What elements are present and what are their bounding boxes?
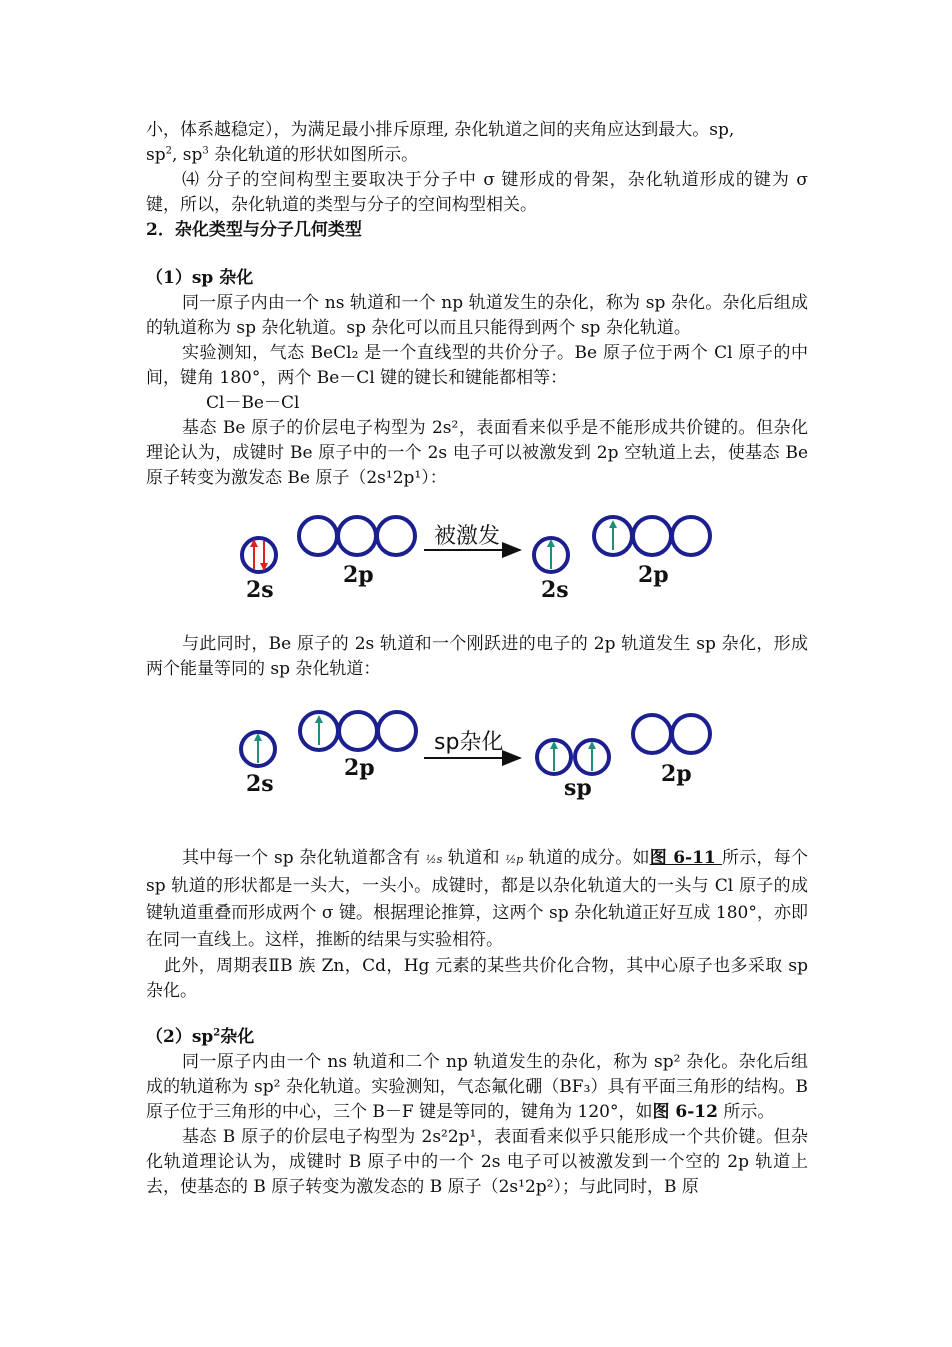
figure-6-11-link[interactable]: 图 6-11: [649, 848, 722, 868]
sp-paragraph-4: 与此同时，Be 原子的 2s 轨道和一个刚跃进的电子的 2p 轨道发生 sp 杂化，形成两个能量等同的 sp 杂化轨道：: [146, 634, 808, 679]
label-2p-right: 2p: [638, 562, 669, 588]
excited-2p-orbitals: [594, 517, 710, 555]
half-p-fraction: ½p: [505, 853, 524, 866]
sp2-title: $(2)sp^2$杂化: [146, 1027, 255, 1047]
sp-paragraph-6: 此外，周期表ⅡB 族 Zn，Cd，Hg 元素的某些共价化合物，其中心原子也多采取 sp 杂化。: [146, 956, 808, 1001]
sp2-paragraph-2: 基态 B 原子的价层电子构型为 2s²2p¹，表面看来似乎只能形成一个共价键。但杂化轨道理论认为，成键时 B 原子中的一个 2s 电子可以被激发到一个空的 2p 轨道上去，使基态的 B 原子转变为激发态的 B 原子（2s¹2p²）；与此同时，B 原: [146, 1127, 808, 1197]
label-2p-left: 2p: [343, 562, 374, 588]
sp2-section: [146, 1025, 808, 1200]
sp-paragraph-5-block: [146, 845, 808, 1004]
before-2s-orbital: [241, 732, 275, 766]
ground-2s-orbital: [242, 538, 276, 572]
sp-paragraph-3: 基态 Be 原子的价层电子构型为 2s²，表面看来似乎是不能形成共价键的。但杂化理论认为，成键时 Be 原子中的一个 2s 电子可以被激发到 2p 空轨道上去，使基态 Be 原子转变为激发态 Be 原子（2s¹2p¹）：: [146, 418, 808, 488]
excitation-diagram: [0, 505, 952, 605]
top-line2: $sp^2$, $sp^3$ 杂化轨道的形状如图所示。: [146, 145, 419, 165]
label-2s-right: 2s: [541, 577, 569, 603]
label-2s-left: 2s: [246, 577, 274, 603]
ground-2p-orbitals: [299, 517, 415, 555]
label-sp-right: sp: [564, 775, 592, 801]
excited-2s-orbital: [534, 538, 568, 572]
half-s-fraction: ½s: [425, 853, 443, 866]
sp-title: （1）sp 杂化: [146, 268, 254, 288]
sp-paragraph-4-block: [146, 632, 808, 682]
becl2-formula: Cl－Be－Cl: [206, 393, 300, 413]
point-4-text: ⑷ 分子的空间构型主要取决于分子中 σ 键形成的骨架，杂化轨道形成的键为 σ 键，所以，杂化轨道的类型与分子的空间构型相关。: [146, 170, 808, 215]
sp-hybridization-diagram: [0, 705, 952, 805]
label-2p-right-2: 2p: [661, 761, 692, 787]
section-2-title: 2．杂化类型与分子几何类型: [146, 220, 362, 240]
sp-hybrid-orbitals: [537, 740, 609, 774]
hybridize-label: sp杂化: [434, 730, 504, 755]
figure-6-12-link[interactable]: 图 6-12: [652, 1102, 718, 1122]
sp-paragraph-1: 同一原子内由一个 ns 轨道和一个 np 轨道发生的杂化，称为 sp 杂化。杂化后组成的轨道称为 sp 杂化轨道。sp 杂化可以而且只能得到两个 sp 杂化轨道。: [146, 293, 808, 338]
before-2p-orbitals: [300, 712, 416, 750]
sp-section: [146, 266, 808, 491]
excite-label: 被激发: [434, 524, 501, 549]
top-paragraph: [146, 118, 808, 218]
sp-paragraph-2: 实验测知，气态 BeCl₂ 是一个直线型的共价分子。Be 原子位于两个 Cl 原子的中间，键角 180°，两个 Be－Cl 键的键长和键能都相等：: [146, 343, 808, 388]
label-2s-left-2: 2s: [246, 771, 274, 797]
sp-paragraph-5: 其中每一个 sp 杂化轨道都含有 ½s 轨道和 ½p 轨道的成分。如图 6-11 所示，每个 sp 轨道的形状都是一头大，一头小。成键时，都是以杂化轨道大的一头与 Cl 原子的成键轨道重叠而形成两个 σ 键。根据理论推算，这两个 sp 杂化轨道正好互成 180°，亦即在同一直线上。这样，推断的结果与实验相符。: [146, 848, 809, 950]
label-2p-left-2: 2p: [344, 755, 375, 781]
sp2-paragraph-1: 同一原子内由一个 ns 轨道和二个 np 轨道发生的杂化，称为 sp² 杂化。杂化后组成的轨道称为 sp² 杂化轨道。实验测知，气态氟化硼（BF₃）具有平面三角形的结构。B 原子位于三角形的中心，三个 B－F 键是等同的，键角为 120°，如图 6-12 所示。: [146, 1052, 808, 1122]
remaining-2p-orbitals: [633, 715, 710, 753]
top-line1: 小，体系越稳定），为满足最小排斥原理, 杂化轨道之间的夹角应达到最大。sp,: [146, 120, 735, 140]
